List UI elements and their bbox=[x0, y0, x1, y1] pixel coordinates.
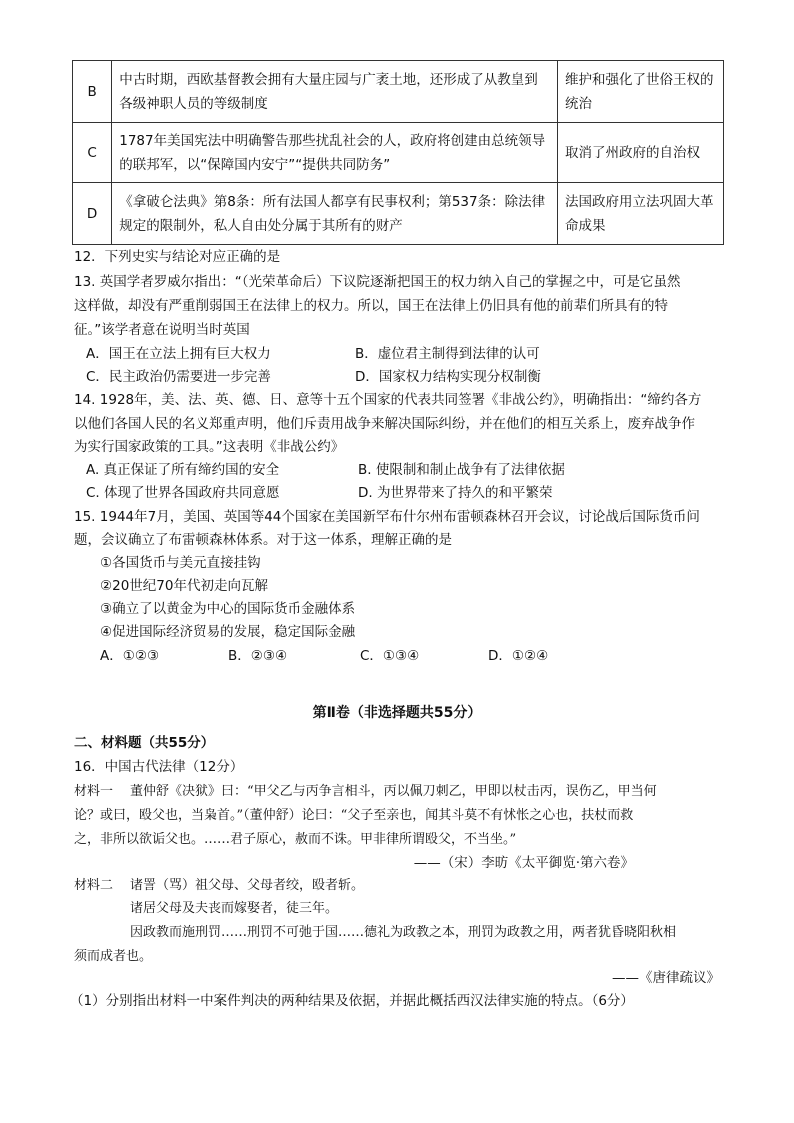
conclusion-cell: 法国政府用立法巩固大革命成果 bbox=[557, 183, 723, 245]
material-2-line: 诸居父母及夫丧而嫁娶者，徒三年。 bbox=[130, 901, 339, 916]
statement-item: ④促进国际经济贸易的发展，稳定国际金融 bbox=[100, 624, 356, 640]
question-16-subquestion-1: （1）分别指出材料一中案件判决的两种结果及依据，并据此概括西汉法律实施的特点。（6分） bbox=[70, 993, 634, 1009]
material-cell: 1787年美国宪法中明确警告那些扰乱社会的人，政府将创建由总统领导的联邦军，以“保障国内安宁”“提供共同防务” bbox=[112, 123, 558, 183]
question-14-stem-line: 以他们各国人民的名义郑重声明，他们斥责用战争来解决国际纠纷，并在他们的相互关系上，废弃战争作 bbox=[74, 416, 695, 432]
statement-item: ②20世纪70年代初走向瓦解 bbox=[100, 578, 268, 594]
material-2-line: 须而成者也。 bbox=[74, 949, 153, 964]
material-2-line: 诸詈（骂）祖父母、父母者绞，殴者斩。 bbox=[130, 878, 365, 893]
question-14-stem-line: 14. 1928年，美、法、英、德、日、意等十五个国家的代表共同签署《非战公约》，明确指出：“缔约各方 bbox=[74, 392, 702, 408]
material-2-line: 因政教而施刑罚……刑罚不可弛于国……德礼为政教之本，刑罚为政教之用，两者犹昏晓阳秋相 bbox=[130, 925, 677, 940]
question-12-stem: 12．下列史实与结论对应正确的是 bbox=[74, 249, 281, 265]
table-row bbox=[73, 183, 724, 245]
question-11-table bbox=[72, 60, 724, 245]
material-cell: 《拿破仑法典》第8条：所有法国人都享有民事权利；第537条：除法律规定的限制外，私人自由处分属于其所有的财产 bbox=[112, 183, 558, 245]
question-13-stem-line: 这样做，却没有严重削弱国王在法律上的权力。所以，国王在法律上仍旧具有他的前辈们所具有的特 bbox=[74, 298, 668, 314]
material-1-line: 论？或曰，殴父也，当枭首。”（董仲舒）论曰：“父子至亲也，闻其斗莫不有怵怅之心也，扶杖而救 bbox=[74, 808, 634, 823]
section-title: 第Ⅱ卷（非选择题共55分） bbox=[312, 705, 482, 721]
option-cell: B bbox=[73, 61, 112, 123]
material-2-source: ——《唐律疏议》 bbox=[612, 970, 720, 986]
conclusion-cell: 取消了州政府的自治权 bbox=[557, 123, 723, 183]
material-1-source: ——（宋）李昉《太平御览·第六卷》 bbox=[413, 855, 634, 871]
option-c: C．民主政治仍需要进一步完善 bbox=[86, 369, 271, 385]
option-cell: C bbox=[73, 123, 112, 183]
option-b: B．虚位君主制得到法律的认可 bbox=[355, 346, 540, 362]
option-c: C. 体现了世界各国政府共同意愿 bbox=[86, 485, 280, 501]
material-1-line: 之，非所以欲诟父也。……君子原心，赦而不诛。甲非律所谓殴父，不当坐。” bbox=[74, 832, 517, 847]
statement-item: ③确立了以黄金为中心的国际货币金融体系 bbox=[100, 601, 356, 617]
option-a: A．①②③ bbox=[100, 648, 160, 664]
option-c: C．①③④ bbox=[360, 648, 420, 664]
option-a: A. 真正保证了所有缔约国的安全 bbox=[86, 462, 280, 478]
question-15-stem-line: 15. 1944年7月，美国、英国等44个国家在美国新罕布什尔州布雷顿森林召开会议，讨论战后国际货币问 bbox=[74, 509, 700, 525]
material-cell: 中古时期，西欧基督教会拥有大量庄园与广袤土地，还形成了从教皇到各级神职人员的等级制度 bbox=[112, 61, 558, 123]
statement-item: ①各国货币与美元直接挂钩 bbox=[100, 555, 261, 571]
question-14-stem-line: 为实行国家政策的工具。”这表明《非战公约》 bbox=[74, 439, 345, 455]
question-15-stem-line: 题，会议确立了布雷顿森林体系。对于这一体系，理解正确的是 bbox=[74, 532, 452, 548]
option-a: A．国王在立法上拥有巨大权力 bbox=[86, 346, 271, 362]
option-cell: D bbox=[73, 183, 112, 245]
option-d: D．国家权力结构实现分权制衡 bbox=[355, 369, 541, 385]
option-d: D．①②④ bbox=[488, 648, 549, 664]
option-b: B．②③④ bbox=[228, 648, 288, 664]
material-1-label: 材料一 bbox=[74, 784, 114, 799]
table-row bbox=[73, 123, 724, 183]
question-16-title: 16．中国古代法律（12分） bbox=[74, 759, 244, 775]
part-heading: 二、材料题（共55分） bbox=[74, 735, 215, 751]
table-row bbox=[73, 61, 724, 123]
question-13-stem-line: 13. 英国学者罗威尔指出：“（光荣革命后）下议院逐渐把国王的权力纳入自己的掌握之中，可是它虽然 bbox=[74, 274, 681, 290]
material-2-label: 材料二 bbox=[74, 878, 114, 893]
material-1-line: 董仲舒《决狱》曰：“甲父乙与丙争言相斗，丙以佩刀刺乙，甲即以杖击丙，误伤乙，甲当何 bbox=[130, 784, 657, 799]
option-b: B. 使限制和制止战争有了法律依据 bbox=[358, 462, 565, 478]
question-13-stem-line: 征。”该学者意在说明当时英国 bbox=[74, 322, 250, 338]
option-d: D. 为世界带来了持久的和平繁荣 bbox=[358, 485, 553, 501]
conclusion-cell: 维护和强化了世俗王权的统治 bbox=[557, 61, 723, 123]
